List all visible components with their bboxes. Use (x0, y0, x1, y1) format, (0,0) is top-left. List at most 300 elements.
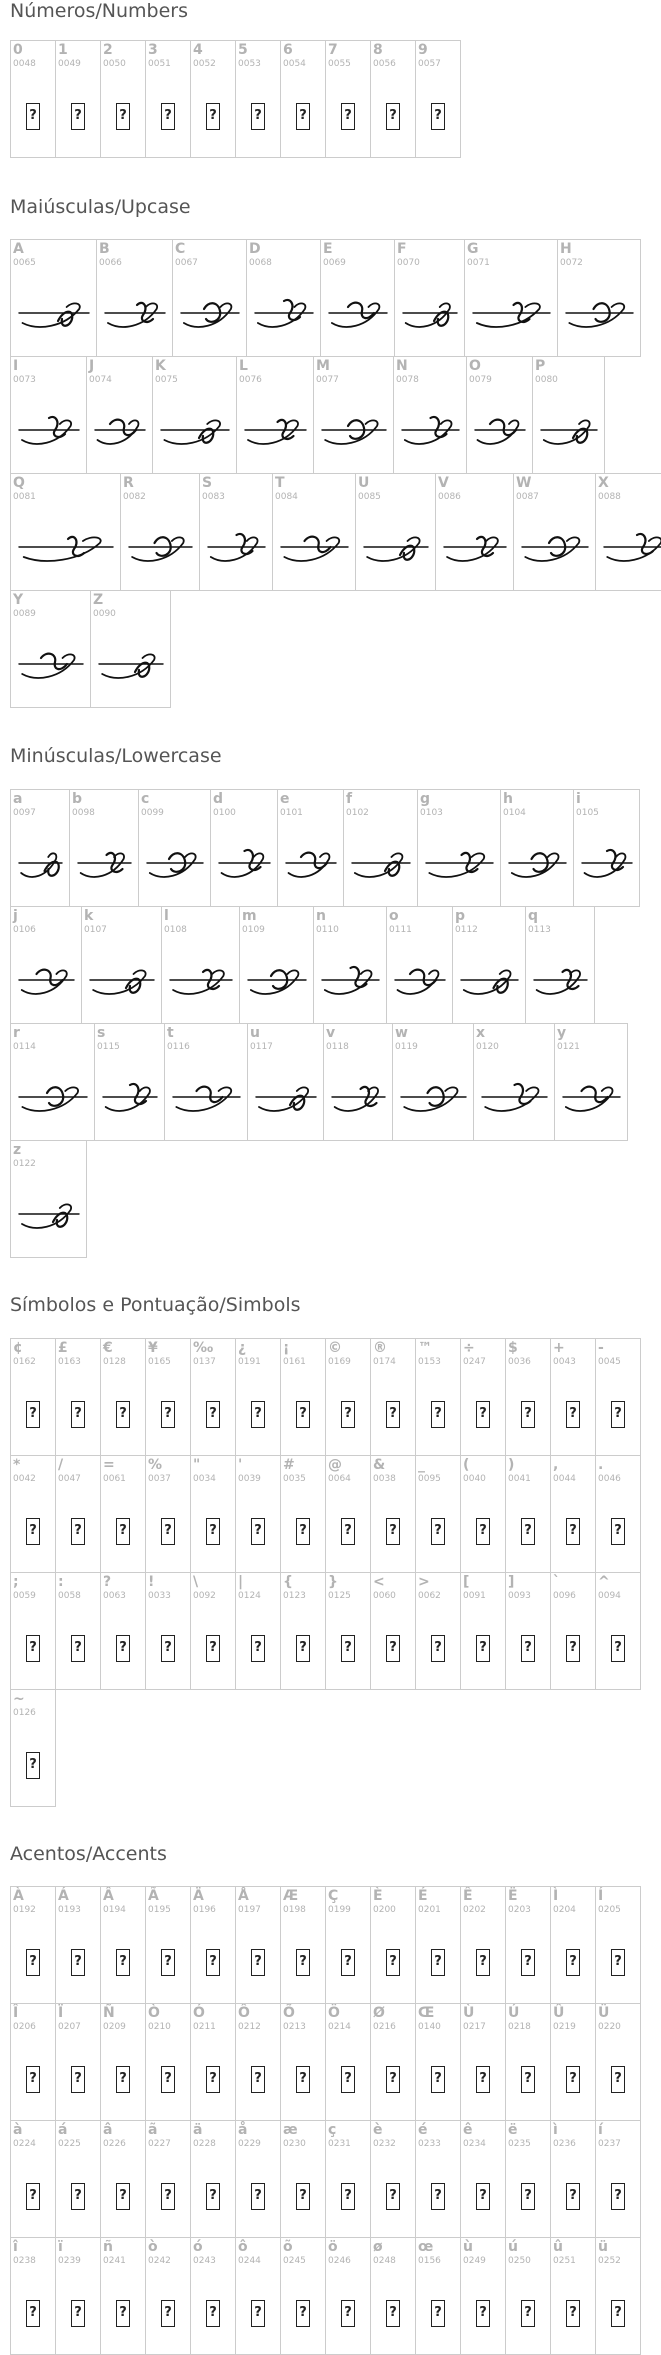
glyph-char-label: 0 (13, 42, 23, 58)
glyph-code-label: 0063 (103, 1591, 126, 1601)
glyph-char-label: Z (93, 592, 104, 608)
missing-glyph-icon: ? (206, 2183, 220, 2210)
glyph-char-label: â (103, 2122, 113, 2138)
glyph-cell (145, 2003, 191, 2121)
glyph-code-label: 0086 (438, 492, 461, 502)
missing-glyph-icon: ? (71, 1949, 85, 1976)
glyph-char-label: ä (193, 2122, 203, 2138)
missing-glyph-icon: ? (431, 1635, 445, 1662)
glyph-0072-swash-icon (558, 240, 641, 357)
glyph-cell (10, 239, 97, 357)
glyph-code-label: 0244 (238, 2256, 261, 2266)
glyph-char-label: ) (508, 1457, 515, 1473)
glyph-0117-swash-icon (248, 1024, 324, 1141)
glyph-cell (595, 1338, 641, 1456)
missing-glyph-icon: ? (341, 1635, 355, 1662)
glyph-cell (94, 1023, 165, 1141)
glyph-code-label: 0043 (553, 1357, 576, 1367)
glyph-char-label: $ (508, 1340, 518, 1356)
glyph-code-label: 0035 (283, 1474, 306, 1484)
glyph-cell (415, 2237, 461, 2355)
glyph-char-label: c (141, 791, 150, 807)
missing-glyph-icon: ? (566, 1518, 580, 1545)
missing-glyph-icon: ? (521, 2300, 535, 2327)
glyph-char-label: 2 (103, 42, 113, 58)
glyph-cell (460, 1572, 506, 1690)
section-title-accents: Acentos/Accents (10, 1843, 167, 1865)
glyph-cell (280, 1572, 326, 1690)
glyph-0076-swash-icon (237, 357, 314, 474)
glyph-char-label: { (283, 1574, 293, 1590)
glyph-char-label: Â (103, 1888, 114, 1904)
missing-glyph-icon: ? (26, 1518, 40, 1545)
glyph-code-label: 0084 (275, 492, 298, 502)
glyph-0113-swash-icon (526, 907, 595, 1024)
glyph-cell (272, 473, 356, 591)
glyph-code-label: 0115 (97, 1042, 120, 1052)
glyph-0069-swash-icon (321, 240, 395, 357)
glyph-code-label: 0117 (250, 1042, 273, 1052)
glyph-char-label: % (148, 1457, 163, 1473)
glyph-cell (210, 789, 278, 907)
glyph-cell (161, 906, 240, 1024)
glyph-code-label: 0206 (13, 2022, 36, 2032)
glyph-code-label: 0046 (598, 1474, 621, 1484)
glyph-char-label: . (598, 1457, 604, 1473)
glyph-char-label: ; (13, 1574, 19, 1590)
glyph-char-label: & (373, 1457, 386, 1473)
glyph-code-label: 0123 (283, 1591, 306, 1601)
glyph-char-label: ü (598, 2239, 608, 2255)
glyph-cell (10, 2003, 56, 2121)
glyph-cell (235, 40, 281, 158)
glyph-char-label: Õ (283, 2005, 295, 2021)
glyph-code-label: 0174 (373, 1357, 396, 1367)
glyph-0106-swash-icon (11, 907, 82, 1024)
glyph-cell (277, 789, 344, 907)
glyph-code-label: 0047 (58, 1474, 81, 1484)
glyph-cell (10, 590, 91, 708)
glyph-cell (435, 473, 514, 591)
glyph-cell (415, 2003, 461, 2121)
glyph-char-label: ô (238, 2239, 248, 2255)
glyph-char-label: 5 (238, 42, 248, 58)
glyph-0115-swash-icon (95, 1024, 165, 1141)
glyph-code-label: 0126 (13, 1708, 36, 1718)
missing-glyph-icon: ? (116, 2183, 130, 2210)
glyph-cell (415, 1886, 461, 2004)
glyph-char-label: z (13, 1142, 22, 1158)
glyph-code-label: 0054 (283, 59, 306, 69)
glyph-code-label: 0110 (316, 925, 339, 935)
glyph-code-label: 0246 (328, 2256, 351, 2266)
missing-glyph-icon: ? (521, 1401, 535, 1428)
glyph-cell (550, 2003, 596, 2121)
missing-glyph-icon: ? (206, 1401, 220, 1428)
glyph-code-label: 0251 (553, 2256, 576, 2266)
glyph-code-label: 0231 (328, 2139, 351, 2149)
glyph-0120-swash-icon (474, 1024, 555, 1141)
glyph-code-label: 0051 (148, 59, 171, 69)
glyph-code-label: 0245 (283, 2256, 306, 2266)
glyph-code-label: 0161 (283, 1357, 306, 1367)
glyph-char-label: ñ (103, 2239, 113, 2255)
glyph-char-label: à (13, 2122, 23, 2138)
glyph-cell (190, 2003, 236, 2121)
glyph-cell (550, 1572, 596, 1690)
glyph-char-label: A (13, 241, 24, 257)
glyph-cell (550, 1455, 596, 1573)
glyph-cell (190, 2237, 236, 2355)
glyph-char-label: Î (13, 2005, 19, 2021)
glyph-code-label: 0103 (420, 808, 443, 818)
glyph-0118-swash-icon (324, 1024, 393, 1141)
glyph-0112-swash-icon (453, 907, 526, 1024)
glyph-char-label: = (103, 1457, 115, 1473)
missing-glyph-icon: ? (341, 2066, 355, 2093)
glyph-cell (120, 473, 200, 591)
glyph-cell (10, 1572, 56, 1690)
glyph-0122-swash-icon (11, 1141, 87, 1258)
glyph-code-label: 0049 (58, 59, 81, 69)
glyph-cell (505, 1455, 551, 1573)
missing-glyph-icon: ? (386, 2183, 400, 2210)
glyph-char-label: B (99, 241, 110, 257)
glyph-code-label: 0072 (560, 258, 583, 268)
glyph-char-label: ~ (13, 1691, 25, 1707)
glyph-cell (500, 789, 574, 907)
glyph-char-label: N (396, 358, 408, 374)
glyph-code-label: 0209 (103, 2022, 126, 2032)
glyph-char-label: m (242, 908, 257, 924)
missing-glyph-icon: ? (161, 1949, 175, 1976)
glyph-cell (145, 1886, 191, 2004)
glyph-code-label: 0082 (123, 492, 146, 502)
missing-glyph-icon: ? (71, 2300, 85, 2327)
missing-glyph-icon: ? (566, 1635, 580, 1662)
glyph-0068-swash-icon (247, 240, 321, 357)
glyph-char-label: î (13, 2239, 18, 2255)
glyph-cell (145, 1338, 191, 1456)
glyph-code-label: 0062 (418, 1591, 441, 1601)
glyph-code-label: 0104 (503, 808, 526, 818)
glyph-code-label: 0235 (508, 2139, 531, 2149)
glyph-cell (370, 2120, 416, 2238)
glyph-code-label: 0042 (13, 1474, 36, 1484)
glyph-0081-swash-icon (11, 474, 121, 591)
glyph-cell (370, 1886, 416, 2004)
missing-glyph-icon: ? (161, 2066, 175, 2093)
glyph-0101-swash-icon (278, 790, 344, 907)
glyph-char-label: Ì (553, 1888, 559, 1904)
missing-glyph-icon: ? (611, 2300, 625, 2327)
missing-glyph-icon: ? (161, 1518, 175, 1545)
glyph-char-label: k (84, 908, 94, 924)
glyph-code-label: 0210 (148, 2022, 171, 2032)
glyph-char-label: | (238, 1574, 244, 1590)
glyph-cell (460, 2003, 506, 2121)
missing-glyph-icon: ? (476, 2183, 490, 2210)
glyph-char-label: 9 (418, 42, 428, 58)
missing-glyph-icon: ? (71, 1635, 85, 1662)
missing-glyph-icon: ? (566, 2066, 580, 2093)
glyph-cell (152, 356, 237, 474)
glyph-cell (100, 1572, 146, 1690)
missing-glyph-icon: ? (251, 1518, 265, 1545)
glyph-code-label: 0071 (467, 258, 490, 268)
missing-glyph-icon: ? (71, 1401, 85, 1428)
glyph-char-label: u (250, 1025, 260, 1041)
glyph-cell (595, 1886, 641, 2004)
glyph-char-label: 8 (373, 42, 383, 58)
glyph-0080-swash-icon (533, 357, 605, 474)
glyph-char-label: o (389, 908, 399, 924)
glyph-char-label: I (13, 358, 19, 374)
glyph-cell (464, 239, 558, 357)
glyph-code-label: 0068 (249, 258, 272, 268)
glyph-code-label: 0196 (193, 1905, 216, 1915)
glyph-code-label: 0237 (598, 2139, 621, 2149)
glyph-cell (473, 1023, 555, 1141)
glyph-code-label: 0096 (553, 1591, 576, 1601)
glyph-code-label: 0114 (13, 1042, 36, 1052)
glyph-code-label: 0064 (328, 1474, 351, 1484)
glyph-cell (280, 2237, 326, 2355)
missing-glyph-icon: ? (26, 2066, 40, 2093)
glyph-char-label: Y (13, 592, 24, 608)
section-title-upcase: Maiúsculas/Upcase (10, 196, 191, 218)
glyph-char-label: é (418, 2122, 428, 2138)
glyph-code-label: 0194 (103, 1905, 126, 1915)
glyph-cell (55, 2120, 101, 2238)
glyph-cell (10, 1689, 56, 1807)
glyph-char-label: M (316, 358, 330, 374)
glyph-cell (100, 1455, 146, 1573)
missing-glyph-icon: ? (431, 2300, 445, 2327)
glyph-cell (90, 590, 171, 708)
glyph-code-label: 0233 (418, 2139, 441, 2149)
glyph-code-label: 0153 (418, 1357, 441, 1367)
glyph-code-label: 0119 (395, 1042, 418, 1052)
missing-glyph-icon: ? (161, 2183, 175, 2210)
glyph-char-label: ` (553, 1574, 560, 1590)
glyph-char-label: ì (553, 2122, 558, 2138)
glyph-0110-swash-icon (314, 907, 387, 1024)
glyph-cell (513, 473, 596, 591)
missing-glyph-icon: ? (251, 103, 265, 130)
glyph-code-label: 0095 (418, 1474, 441, 1484)
glyph-0107-swash-icon (82, 907, 162, 1024)
glyph-code-label: 0121 (557, 1042, 580, 1052)
glyph-cell (10, 1886, 56, 2004)
glyph-code-label: 0069 (323, 258, 346, 268)
glyph-char-label: x (476, 1025, 486, 1041)
missing-glyph-icon: ? (71, 2066, 85, 2093)
glyph-char-label: # (283, 1457, 295, 1473)
glyph-code-label: 0057 (418, 59, 441, 69)
glyph-code-label: 0081 (13, 492, 36, 502)
glyph-code-label: 0040 (463, 1474, 486, 1484)
glyph-char-label: < (373, 1574, 385, 1590)
missing-glyph-icon: ? (476, 2066, 490, 2093)
glyph-char-label: ê (463, 2122, 473, 2138)
glyph-cell (325, 2237, 371, 2355)
glyph-char-label: t (167, 1025, 174, 1041)
missing-glyph-icon: ? (26, 1949, 40, 1976)
section-title-lowercase: Minúsculas/Lowercase (10, 745, 222, 767)
glyph-char-label: [ (463, 1574, 470, 1590)
glyph-char-label: Ï (58, 2005, 64, 2021)
glyph-0121-swash-icon (555, 1024, 628, 1141)
glyph-code-label: 0120 (476, 1042, 499, 1052)
glyph-cell (370, 1338, 416, 1456)
glyph-code-label: 0093 (508, 1591, 531, 1601)
glyph-cell (145, 40, 191, 158)
glyph-code-label: 0090 (93, 609, 116, 619)
glyph-cell (325, 2120, 371, 2238)
glyph-cell (573, 789, 640, 907)
glyph-0079-swash-icon (467, 357, 533, 474)
missing-glyph-icon: ? (476, 1518, 490, 1545)
glyph-cell (415, 1572, 461, 1690)
glyph-code-label: 0102 (346, 808, 369, 818)
glyph-char-label: Ç (328, 1888, 339, 1904)
glyph-char-label: 1 (58, 42, 68, 58)
glyph-cell (595, 2237, 641, 2355)
glyph-code-label: 0193 (58, 1905, 81, 1915)
glyph-cell (466, 356, 533, 474)
section-title-numbers: Números/Numbers (10, 0, 188, 22)
glyph-char-label: ç (328, 2122, 337, 2138)
missing-glyph-icon: ? (296, 1401, 310, 1428)
glyph-cell (10, 1023, 95, 1141)
glyph-0111-swash-icon (387, 907, 453, 1024)
glyph-char-label: G (467, 241, 479, 257)
glyph-code-label: 0219 (553, 2022, 576, 2032)
glyph-code-label: 0105 (576, 808, 599, 818)
glyph-char-label: ò (148, 2239, 158, 2255)
missing-glyph-icon: ? (611, 1635, 625, 1662)
glyph-cell (325, 40, 371, 158)
glyph-cell (145, 1455, 191, 1573)
glyph-cell (55, 1572, 101, 1690)
glyph-char-label: Q (13, 475, 25, 491)
glyph-char-label: ë (508, 2122, 518, 2138)
glyph-cell (313, 906, 387, 1024)
glyph-cell (100, 1886, 146, 2004)
glyph-code-label: 0201 (418, 1905, 441, 1915)
glyph-0083-swash-icon (200, 474, 273, 591)
glyph-0084-swash-icon (273, 474, 356, 591)
glyph-char-label: Ö (328, 2005, 340, 2021)
missing-glyph-icon: ? (26, 2300, 40, 2327)
missing-glyph-icon: ? (296, 103, 310, 130)
missing-glyph-icon: ? (341, 103, 355, 130)
glyph-code-label: 0034 (193, 1474, 216, 1484)
glyph-cell (323, 1023, 393, 1141)
missing-glyph-icon: ? (521, 1635, 535, 1662)
glyph-cell (415, 2120, 461, 2238)
glyph-char-label: ™ (418, 1340, 432, 1356)
glyph-char-label: ? (103, 1574, 112, 1590)
glyph-code-label: 0252 (598, 2256, 621, 2266)
glyph-char-label: ¢ (13, 1340, 23, 1356)
glyph-char-label: ù (463, 2239, 473, 2255)
missing-glyph-icon: ? (566, 1401, 580, 1428)
glyph-char-label: Æ (283, 1888, 299, 1904)
glyph-cell (280, 2003, 326, 2121)
glyph-cell (10, 2237, 56, 2355)
glyph-0109-swash-icon (240, 907, 314, 1024)
missing-glyph-icon: ? (161, 1401, 175, 1428)
glyph-code-label: 0232 (373, 2139, 396, 2149)
missing-glyph-icon: ? (296, 2300, 310, 2327)
glyph-code-label: 0204 (553, 1905, 576, 1915)
glyph-code-label: 0247 (463, 1357, 486, 1367)
glyph-char-label: , (553, 1457, 559, 1473)
glyph-code-label: 0083 (202, 492, 225, 502)
glyph-cell (460, 2120, 506, 2238)
missing-glyph-icon: ? (431, 1518, 445, 1545)
glyph-char-label: É (418, 1888, 428, 1904)
missing-glyph-icon: ? (116, 103, 130, 130)
glyph-char-label: W (516, 475, 532, 491)
glyph-code-label: 0065 (13, 258, 36, 268)
glyph-cell (550, 2120, 596, 2238)
missing-glyph-icon: ? (296, 2183, 310, 2210)
glyph-code-label: 0242 (148, 2256, 171, 2266)
missing-glyph-icon: ? (521, 2066, 535, 2093)
glyph-code-label: 0061 (103, 1474, 126, 1484)
glyph-cell (370, 2237, 416, 2355)
glyph-0075-swash-icon (153, 357, 237, 474)
glyph-char-label: æ (283, 2122, 298, 2138)
section-title-symbols: Símbolos e Pontuação/Simbols (10, 1294, 301, 1316)
missing-glyph-icon: ? (116, 1401, 130, 1428)
glyph-code-label: 0236 (553, 2139, 576, 2149)
glyph-cell (100, 2120, 146, 2238)
glyph-char-label: C (175, 241, 186, 257)
glyph-cell (280, 1886, 326, 2004)
glyph-code-label: 0052 (193, 59, 216, 69)
glyph-cell (190, 1455, 236, 1573)
missing-glyph-icon: ? (566, 2183, 580, 2210)
glyph-char-label: á (58, 2122, 68, 2138)
glyph-char-label: 4 (193, 42, 203, 58)
glyph-cell (239, 906, 314, 1024)
glyph-0066-swash-icon (97, 240, 173, 357)
glyph-char-label: Ñ (103, 2005, 115, 2021)
glyph-code-label: 0100 (213, 808, 236, 818)
glyph-code-label: 0074 (89, 375, 112, 385)
glyph-char-label: ] (508, 1574, 515, 1590)
glyph-0102-swash-icon (344, 790, 418, 907)
glyph-code-label: 0227 (148, 2139, 171, 2149)
glyph-char-label: * (13, 1457, 21, 1473)
glyph-char-label: Ú (508, 2005, 520, 2021)
missing-glyph-icon: ? (476, 2300, 490, 2327)
glyph-cell (55, 1338, 101, 1456)
missing-glyph-icon: ? (26, 2183, 40, 2210)
glyph-0089-swash-icon (11, 591, 91, 708)
glyph-char-label: D (249, 241, 261, 257)
glyph-code-label: 0080 (535, 375, 558, 385)
glyph-cell (164, 1023, 248, 1141)
glyph-cell (145, 2120, 191, 2238)
glyph-char-label: H (560, 241, 572, 257)
glyph-code-label: 0218 (508, 2022, 531, 2032)
missing-glyph-icon: ? (386, 103, 400, 130)
